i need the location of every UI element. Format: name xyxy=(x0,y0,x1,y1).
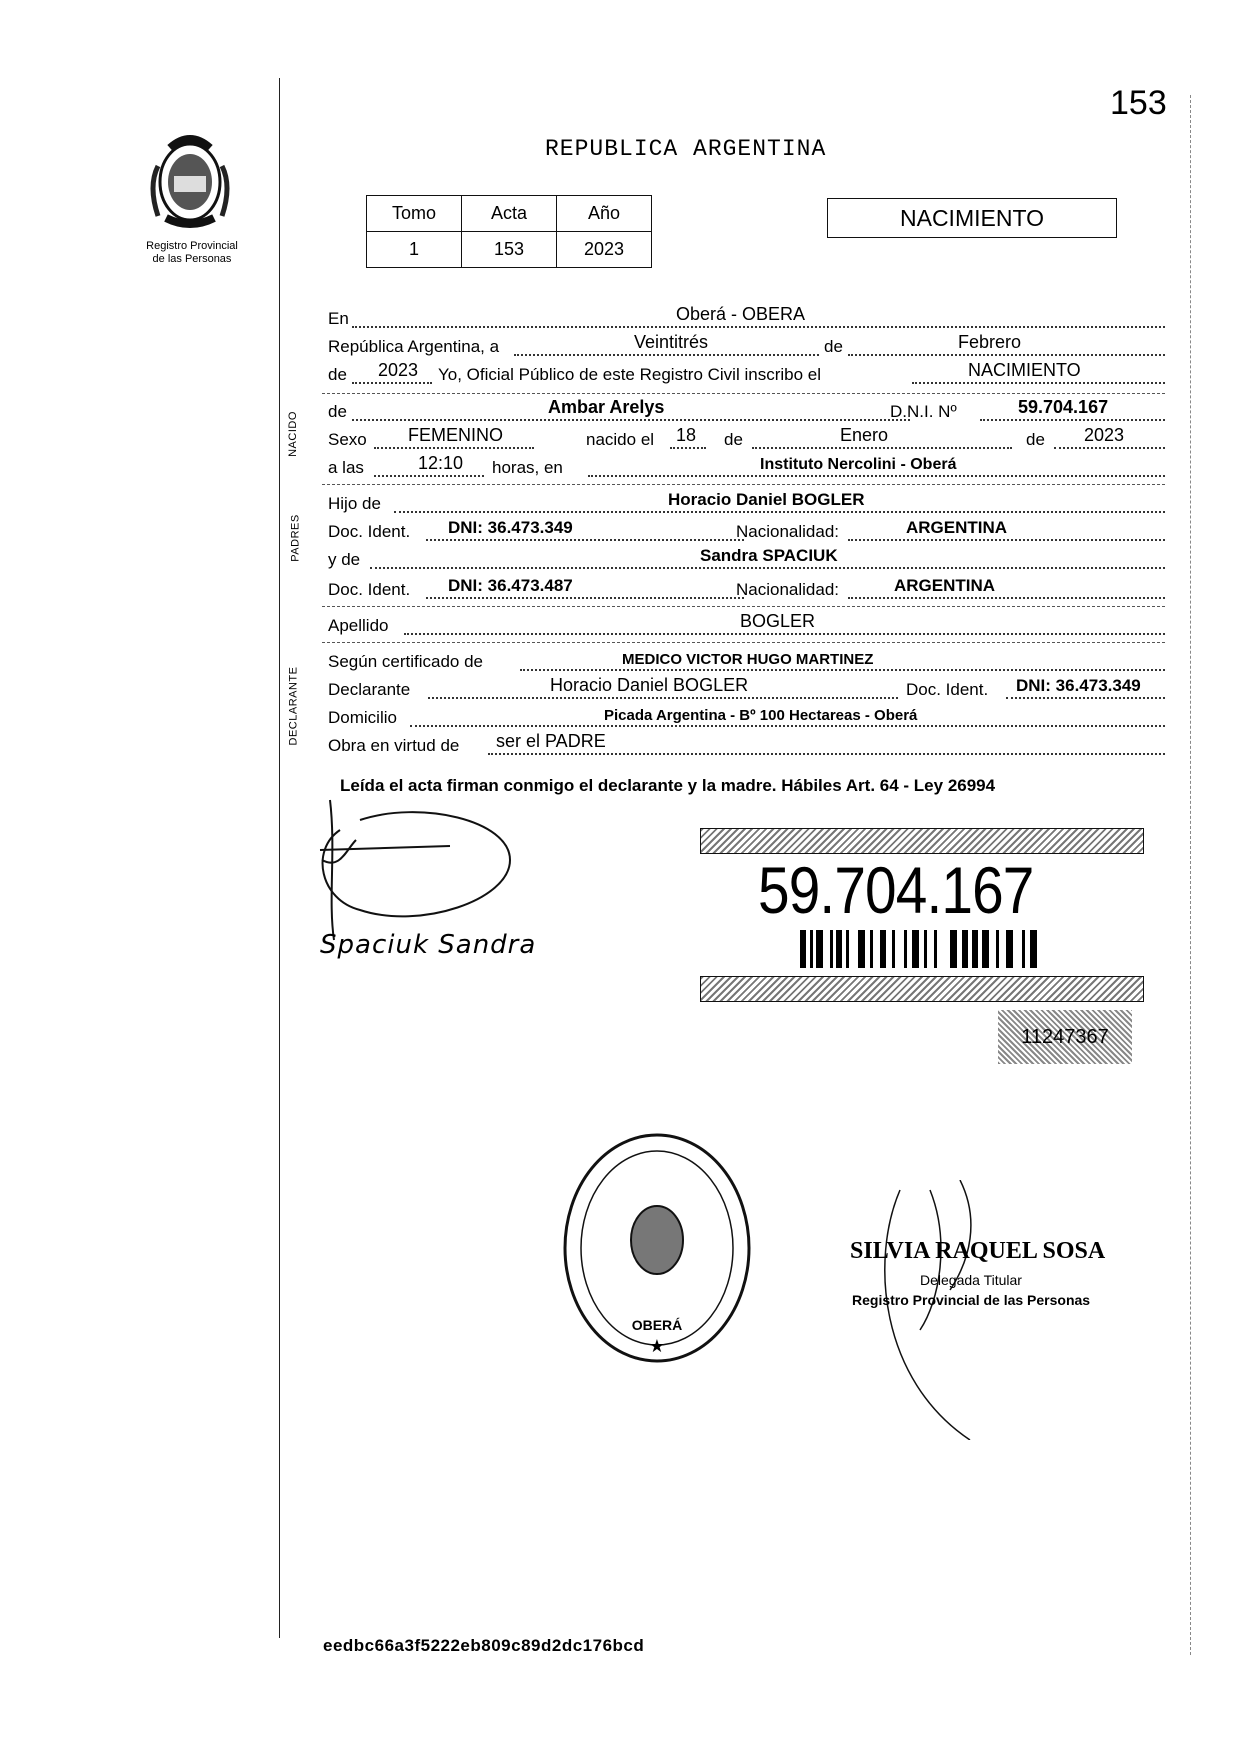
dotted-leader xyxy=(520,669,1165,671)
father-doc-value: DNI: 36.473.349 xyxy=(448,518,573,537)
dotted-leader xyxy=(374,447,534,449)
dotted-leader xyxy=(352,382,432,384)
handwritten-name: Spaciuk Sandra xyxy=(320,930,537,960)
dotted-leader xyxy=(1006,697,1165,699)
nacionalidad-label: Nacionalidad: xyxy=(736,522,840,541)
line-nacido-hora xyxy=(328,454,1165,480)
dotted-leader xyxy=(426,539,744,541)
document-hash: eedbc66a3f5222eb809c89d2dc176bcd xyxy=(323,1636,645,1655)
birth-place-value: Instituto Nercolini - Oberá xyxy=(760,456,957,473)
line-declarante xyxy=(328,676,1165,702)
apellido-label: Apellido xyxy=(328,616,389,635)
child-dni-value: 59.704.167 xyxy=(1018,397,1109,417)
de-label: de xyxy=(1026,430,1045,449)
logo-caption-line2: de las Personas xyxy=(152,253,232,265)
left-margin-line xyxy=(279,78,280,1638)
logo-caption xyxy=(122,240,262,266)
declarante-label: Declarante xyxy=(328,680,411,699)
doc-ident-label: Doc. Ident. xyxy=(328,522,411,541)
dotted-leader xyxy=(912,382,1165,384)
dotted-leader xyxy=(352,419,910,421)
registry-header-acta: Acta xyxy=(462,196,557,232)
registry-round-seal xyxy=(560,1130,754,1366)
mother-name-value: Sandra SPACIUK xyxy=(700,546,838,565)
padres-section-label: PADRES xyxy=(289,514,302,562)
dotted-leader xyxy=(370,567,1165,569)
horas-label: horas, en xyxy=(492,458,563,477)
dotted-leader xyxy=(394,511,1165,513)
official-name: SILVIA RAQUEL SOSA xyxy=(850,1238,1106,1264)
line-nacido-name xyxy=(328,398,1165,424)
dotted-leader xyxy=(410,725,1165,727)
de-label: de xyxy=(824,337,843,356)
dotted-leader xyxy=(374,475,484,477)
line-domicilio xyxy=(328,704,1165,730)
small-code-stamp: 11247367 xyxy=(998,1010,1132,1064)
dni-stamp xyxy=(700,828,1142,1000)
de-label: de xyxy=(328,365,347,384)
sexo-label: Sexo xyxy=(328,430,367,449)
dotted-leader xyxy=(428,697,898,699)
dni-stamp-number: 59.704.167 xyxy=(758,853,1034,927)
dotted-leader xyxy=(352,326,1165,328)
birth-day-value: 18 xyxy=(676,425,697,445)
obra-value: ser el PADRE xyxy=(496,731,606,751)
svg-text:★: ★ xyxy=(648,1336,666,1357)
father-nationality-value: ARGENTINA xyxy=(906,518,1008,537)
dotted-leader xyxy=(980,419,1165,421)
mother-doc-value: DNI: 36.473.487 xyxy=(448,576,573,595)
registry-value-anio: 2023 xyxy=(557,232,652,268)
line-apellido xyxy=(328,612,1165,638)
hijo-label: Hijo de xyxy=(328,494,381,513)
official-role: Delegada Titular xyxy=(920,1272,1022,1288)
birth-month-value: Enero xyxy=(840,425,889,445)
official-office: Registro Provincial de las Personas xyxy=(852,1292,1091,1308)
en-label: En xyxy=(328,309,349,328)
registry-table xyxy=(366,195,652,268)
dotted-leader xyxy=(426,597,744,599)
section-separator xyxy=(322,606,1165,607)
registry-value-row xyxy=(367,232,652,268)
page-number: 153 xyxy=(1110,84,1167,122)
line-mother xyxy=(328,546,1165,572)
birth-year-value: 2023 xyxy=(1084,425,1125,445)
dotted-leader xyxy=(848,354,1165,356)
line-oficial xyxy=(328,361,1165,387)
oficial-text: Yo, Oficial Público de este Registro Civil inscribo el xyxy=(438,365,821,384)
official-signature xyxy=(860,1180,1000,1440)
registry-header-row xyxy=(367,196,652,232)
nacido-section-label: NACIDO xyxy=(286,411,299,457)
line-obra xyxy=(328,732,1165,758)
father-name-value: Horacio Daniel BOGLER xyxy=(668,490,865,509)
logo-caption-line1: Registro Provincial xyxy=(146,240,238,252)
declarant-signature xyxy=(300,790,560,1000)
day-words-value: Veintitrés xyxy=(634,332,709,352)
line-date xyxy=(328,333,1165,359)
section-separator xyxy=(322,393,1165,394)
month-value: Febrero xyxy=(958,332,1022,352)
child-name-value: Ambar Arelys xyxy=(548,397,665,417)
certificado-label: Según certificado de xyxy=(328,652,483,671)
dotted-leader xyxy=(848,597,1165,599)
certificado-value: MEDICO VICTOR HUGO MARTINEZ xyxy=(622,651,874,668)
dotted-leader xyxy=(670,447,706,449)
registry-header-tomo: Tomo xyxy=(367,196,462,232)
de-label: de xyxy=(328,402,347,421)
record-type-box: NACIMIENTO xyxy=(827,198,1117,238)
dotted-leader xyxy=(488,753,1165,755)
registry-value-tomo: 1 xyxy=(367,232,462,268)
registry-value-acta: 153 xyxy=(462,232,557,268)
section-separator xyxy=(322,642,1165,643)
line-nacido-sexo xyxy=(328,426,1165,452)
doc-ident-label: Doc. Ident. xyxy=(328,580,411,599)
time-value: 12:10 xyxy=(418,453,464,473)
province-crest-logo xyxy=(140,126,240,234)
line-father-doc xyxy=(328,518,1165,544)
security-pattern-bottom xyxy=(700,976,1144,1002)
declarante-doc-value: DNI: 36.473.349 xyxy=(1016,676,1141,695)
nacido-el-label: nacido el xyxy=(586,430,655,449)
mother-nationality-value: ARGENTINA xyxy=(894,576,996,595)
dotted-leader xyxy=(514,354,819,356)
dotted-leader xyxy=(588,475,1165,477)
dotted-leader xyxy=(404,633,1165,635)
record-word-value: NACIMIENTO xyxy=(968,360,1081,380)
sexo-value: FEMENINO xyxy=(408,425,504,445)
place-value: Oberá - OBERA xyxy=(676,304,806,324)
dni-label: D.N.I. Nº xyxy=(890,402,957,421)
right-edge-line xyxy=(1190,95,1191,1655)
dotted-leader xyxy=(1054,447,1165,449)
declarante-name-value: Horacio Daniel BOGLER xyxy=(550,675,749,695)
dotted-leader xyxy=(752,447,1012,449)
de-label: de xyxy=(724,430,743,449)
barcode-icon xyxy=(800,930,1040,968)
line-place xyxy=(328,305,1165,331)
domicilio-label: Domicilio xyxy=(328,708,397,727)
yde-label: y de xyxy=(328,550,361,569)
year-value: 2023 xyxy=(378,360,419,380)
dotted-leader xyxy=(848,539,1165,541)
declarante-section-label: DECLARANTE xyxy=(287,666,300,746)
apellido-value: BOGLER xyxy=(740,611,816,631)
line-certificado xyxy=(328,648,1165,674)
doc-ident-label: Doc. Ident. xyxy=(906,680,989,699)
section-separator xyxy=(322,484,1165,485)
nacionalidad-label: Nacionalidad: xyxy=(736,580,840,599)
closing-text: Leída el acta firman conmigo el declarante y la madre. Hábiles Art. 64 - Ley 26994 xyxy=(340,776,996,795)
obra-label: Obra en virtud de xyxy=(328,736,460,755)
registry-header-anio: Año xyxy=(557,196,652,232)
line-father xyxy=(328,490,1165,516)
seal-city: OBERÁ xyxy=(631,1317,683,1333)
document-title: REPUBLICA ARGENTINA xyxy=(545,136,827,162)
domicilio-value: Picada Argentina - Bº 100 Hectareas - Oberá xyxy=(604,707,918,724)
line-mother-doc xyxy=(328,576,1165,602)
security-pattern-top xyxy=(700,828,1144,854)
republica-label: República Argentina, a xyxy=(328,337,500,356)
alas-label: a las xyxy=(328,458,364,477)
